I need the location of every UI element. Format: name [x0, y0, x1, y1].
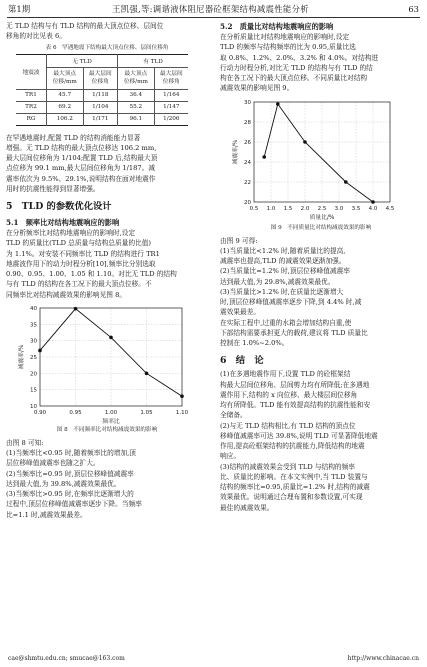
body-paragraph — [220, 32, 422, 94]
text-line: 震率依次为 9.5%、29.1%,说明结构在面对地震作 — [6, 174, 156, 183]
x-tick-label: 0.90 — [33, 409, 47, 416]
text-line: 无 TLD 结构与有 TLD 结构的最大顶点位移、层间位 — [6, 22, 164, 30]
text-line: 构最大层间位移角、层间剪力均有所降低;在多遇地 — [220, 380, 370, 389]
header-rule — [7, 17, 420, 18]
y-tick-label: 15 — [30, 387, 37, 394]
table-cell: RG — [16, 113, 47, 125]
text-line: 下部结构需要承担更大的载荷,建议将 TLD 质量比 — [220, 328, 368, 337]
figure-9-caption: 图 9 不同质量比对结构减震效果的影响 — [270, 224, 372, 231]
y-axis-label: 减震率/% — [19, 344, 25, 370]
table-group-header: 无 TLD — [47, 54, 118, 67]
y-tick-label: 26 — [244, 139, 251, 146]
text-line: 与有 TLD 的结构在各工况下的最大顶点位移。不 — [6, 280, 152, 289]
text-line: 时,顶层位移峰值减震率逐步下降,到 4.4% 时,减 — [220, 298, 362, 306]
table-group-header: 有 TLD — [118, 54, 188, 67]
table-subheader: 最大顶点 位移/mm — [47, 67, 84, 89]
table-cell: 69.2 — [47, 101, 84, 113]
y-tick-label: 40 — [30, 305, 37, 312]
data-point — [109, 335, 113, 339]
figure-8-chart — [6, 302, 208, 426]
footer-email: cae@shmtu.edu.cn; smucae@163.com — [8, 655, 125, 662]
text-line: 最佳的减震效果。 — [220, 503, 274, 512]
text-line: (1)当质量比<1.2% 时,随着质量比的提高, — [220, 246, 346, 255]
x-tick-label: 2.0 — [300, 205, 310, 212]
table-row — [16, 89, 188, 101]
text-line: 效果最优。说明通过合理布置和参数设置,可实现 — [220, 493, 363, 502]
table-cell: 1/171 — [83, 113, 118, 125]
x-tick-label: 3.5 — [351, 205, 361, 212]
table-cell: 55.2 — [118, 101, 155, 113]
table-cell: 45.7 — [47, 89, 84, 101]
table-subheader: 最大层间 位移角 — [154, 67, 188, 89]
x-tick-label: 4.0 — [368, 205, 378, 212]
data-point — [145, 371, 149, 375]
x-tick-label: 2.5 — [317, 205, 327, 212]
table6 — [16, 54, 188, 126]
data-point — [262, 155, 266, 159]
left-column — [6, 21, 208, 520]
table-cell: 96.1 — [118, 113, 155, 125]
text-line: 均有所降低。TLD 能有效提高结构的抗震性能和安 — [220, 401, 371, 409]
table-row — [16, 101, 188, 113]
text-line: 用时的抗震性能得到显著增强。 — [6, 184, 100, 193]
text-line: (2)与无 TLD 结构相比,有 TLD 结构的顶点位 — [220, 421, 356, 430]
y-tick-label: 20 — [244, 199, 251, 206]
text-line: 全储备。 — [220, 411, 247, 420]
text-line: 结构的频率比=0.95,质量比=1.2% 时,结构的减震 — [220, 483, 370, 491]
running-title: 王凯强,等:调谐液体阻尼器砼框架结构减震性能分析 — [112, 4, 309, 14]
y-tick-label: 22 — [244, 179, 251, 186]
text-line: (3)结构的减震效果会受到 TLD 与结构的频率 — [220, 462, 355, 471]
table-cell: TR2 — [16, 101, 47, 113]
x-tick-label: 1.0 — [266, 205, 276, 212]
text-line: 过程中,顶层位移峰值减震率逐步下降。当频率 — [6, 500, 142, 509]
text-line: 比、质量比的影响。在本文实例中,当 TLD 装置与 — [220, 472, 368, 481]
page-number: 63 — [408, 4, 419, 14]
body-paragraph — [6, 438, 208, 520]
text-line: 作用,提高砼框架结构的抗震能力,降低结构的地震 — [220, 442, 365, 450]
y-tick-label: 30 — [30, 338, 37, 345]
text-line: 地震波作用下的动力时程分析[10],频率比分别选取 — [6, 259, 156, 268]
y-tick-label: 20 — [30, 371, 37, 378]
table-cell: 1/206 — [163, 116, 180, 122]
table6-caption: 表 6 罕遇地震下结构最大顶点位移、层间位移角 — [45, 44, 169, 51]
table-subheader: 最大层间 位移角 — [83, 67, 118, 89]
y-tick-label: 25 — [30, 354, 37, 361]
text-line: 在实际工程中,过重的水箱会增加结构自重,使 — [220, 318, 352, 327]
issue-label: 第1期 — [8, 4, 31, 14]
text-line: 增强。无 TLD 结构的最大顶点位移达 106.2 mm, — [6, 143, 157, 152]
text-line: 响应。 — [220, 452, 241, 461]
table-cell: 1/147 — [154, 101, 188, 113]
text-line: 减震效果的影响见图 9。 — [220, 84, 294, 93]
table-row — [16, 113, 188, 125]
x-tick-label: 4.5 — [385, 205, 395, 212]
y-tick-label: 10 — [30, 403, 37, 410]
text-line: TLD 的频率与结构频率的比为 0.95,质量比选 — [220, 43, 356, 52]
text-line: (2)当频率比=0.95 时,顶层位移峰值减震率 — [6, 469, 134, 478]
x-tick-label: 1.00 — [104, 409, 118, 416]
text-line: 移峰值减震率可达 39.8%,说明 TLD 可显著降低地震 — [220, 431, 378, 440]
x-tick-label: 1.10 — [175, 409, 189, 416]
data-point — [38, 348, 42, 352]
text-line: 在罕遇地震时,配置 TLD 的结构消能能力显著 — [6, 133, 141, 142]
y-tick-label: 35 — [30, 322, 37, 329]
subsection-heading: 5.2 质量比对结构地震响应的影响 — [220, 22, 334, 31]
text-line: 在分析质量比对结构地震响应的影响时,设定 — [220, 33, 350, 41]
x-axis-label: 质量比/% — [309, 214, 335, 221]
text-line: 达到最大值,为 39.8%,减震效果最优。 — [6, 479, 121, 488]
data-point — [303, 140, 307, 144]
body-paragraph — [220, 369, 422, 513]
x-tick-label: 0.95 — [69, 409, 82, 416]
right-column — [220, 21, 422, 513]
text-line: 在分析频率比对结构地震响应的影响时,设定 — [6, 229, 136, 237]
text-line: 达到最大值,为 29.8%,减震效果最优。 — [220, 277, 335, 286]
x-tick-label: 0.5 — [249, 205, 259, 212]
figure-8-caption: 图 8 不同频率比对结构减震效果的影响 — [56, 426, 158, 433]
text-line: TLD 的质量比(TLD 总质量与结构总质量的比值) — [6, 239, 151, 248]
text-line: 构在各工况下的最大顶点位移。不同质量比对结构 — [220, 74, 368, 82]
x-tick-label: 1.05 — [140, 409, 153, 416]
text-line: 控制在 1.0%~2.0%。 — [220, 339, 289, 347]
text-line: (2)当质量比=1.2% 时,顶层位移峰值减震率 — [220, 267, 350, 276]
text-line: 为 1.1%。对安装不同频率比 TLD 的结构进行 TR1 — [6, 249, 160, 258]
x-axis-label: 频率比 — [102, 418, 120, 425]
text-line: 由图 9 可得: — [220, 236, 258, 245]
data-point — [371, 200, 375, 204]
text-line: 点位移为 99.1 mm,最大层间位移角为 1/187。减 — [6, 164, 155, 173]
subsection-heading: 5.1 频率比对结构地震响应的影响 — [6, 218, 120, 227]
data-point — [180, 394, 184, 398]
x-tick-label: 1.5 — [283, 205, 293, 212]
footer-url: http://www.chinacae.cn — [347, 655, 419, 662]
text-line: 移角的对比见表 6。 — [6, 32, 66, 41]
text-line: 0.90、0.95、1.00、1.05 和 1.10。对比无 TLD 的结构 — [6, 270, 177, 278]
text-line: 比=1.1 时,减震效果最差。 — [6, 510, 87, 519]
text-line: 层位移峰值减震率也随之扩大。 — [6, 459, 100, 468]
y-tick-label: 30 — [244, 99, 251, 106]
body-paragraph — [220, 236, 422, 349]
y-axis-label: 减震率/% — [233, 139, 239, 164]
body-paragraph — [6, 133, 208, 195]
text-line: (3)当频率比>0.95 时,在频率比逐渐增大的 — [6, 490, 134, 498]
y-tick-label: 24 — [244, 159, 251, 166]
text-line: (3)当质量比>1.2% 时,在质量比逐渐增大 — [220, 287, 344, 296]
section-heading: 5 TLD 的参数优化设计 — [6, 201, 112, 212]
text-line: (1)在多遇地震作用下,设置 TLD 的砼框架结 — [220, 370, 351, 379]
text-line: 同频率比对结构减震效果的影响见图 8。 — [6, 290, 127, 299]
text-line: (1)当频率比<0.95 时,随着频率比的增加,顶 — [6, 449, 136, 457]
data-point — [276, 102, 280, 106]
body-paragraph — [6, 228, 208, 300]
data-point — [74, 307, 78, 311]
text-line: 由图 8 可知: — [6, 438, 44, 447]
data-point — [344, 180, 348, 184]
table-cell: 36.4 — [118, 89, 155, 101]
table-subheader: 最大顶点 位移/mm — [118, 67, 155, 89]
table-row-header: 地震波 — [16, 54, 47, 89]
figure-9-chart — [220, 96, 422, 224]
section-heading: 6 结 论 — [220, 355, 264, 367]
table-cell: TR1 — [16, 89, 47, 101]
text-line: 最大层间位移角为 1/104;配置 TLD 后,结构最大顶 — [6, 154, 158, 162]
text-line: 震效果最差。 — [220, 308, 261, 317]
y-tick-label: 28 — [244, 119, 251, 126]
table-cell: 1/164 — [154, 89, 188, 101]
x-tick-label: 3.0 — [334, 205, 344, 212]
table-cell: 106.2 — [47, 113, 84, 125]
text-line: 震作用下,结构的 x 向位移、最大楼层间位移角 — [220, 390, 358, 399]
text-line: 取 0.8%、1.2%、2.0%、3.2% 和 4.0%。对结构进 — [220, 53, 379, 62]
intro-paragraph — [6, 21, 208, 42]
text-line: 行动力时程分析,对比无 TLD 的结构与有 TLD 的结 — [220, 63, 373, 72]
text-line: 减震率也提高,TLD 的减震效果逐渐加强。 — [220, 257, 346, 265]
table-cell: 1/104 — [83, 101, 118, 113]
series-line — [264, 104, 373, 202]
table-cell: 1/118 — [83, 89, 118, 101]
